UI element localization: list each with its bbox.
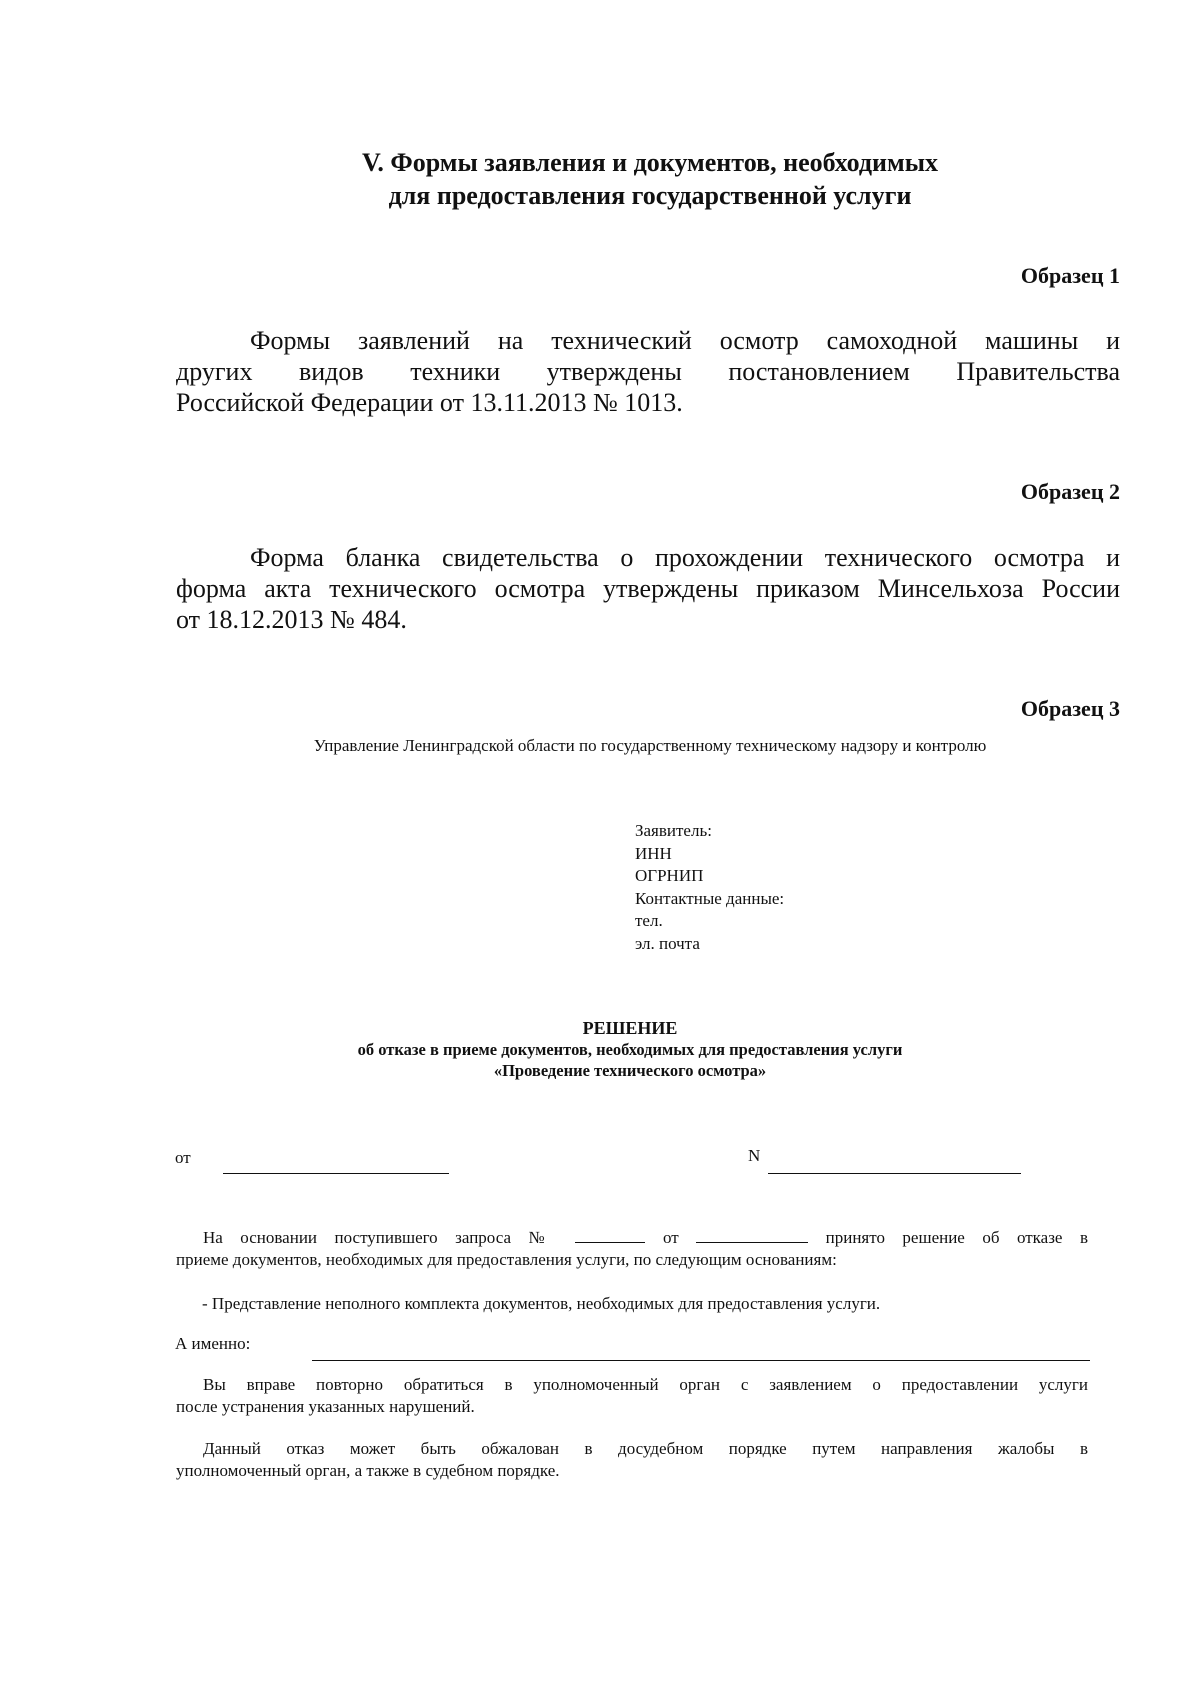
reapply-paragraph [176,1374,1088,1418]
section-heading [0,146,1200,212]
decision-title: РЕШЕНИЕ [582,1018,678,1038]
applicant-block [635,820,784,955]
paragraph-line: от 18.12.2013 № 484. [176,605,407,634]
sample-2-label: Образец 2 [1020,479,1120,504]
paragraph-line: Формы заявлений на технический осмотр самоходной машины и [250,326,1120,355]
appeal-paragraph [176,1438,1088,1482]
date-blank-line [223,1173,449,1174]
paragraph-line: Данный отказ может быть обжалован в досудебном порядке путем направления жалобы в [203,1439,1088,1458]
namely-label: А именно: [175,1334,251,1353]
email-label: эл. почта [635,933,700,953]
namely-blank-line [312,1360,1090,1361]
request-date-blank [696,1241,808,1243]
contacts-label: Контактные данные: [635,888,785,908]
refusal-reason: - Представление неполного комплекта документов, необходимых для предоставления услуги. [202,1294,881,1313]
request-number-blank [575,1241,645,1243]
applicant-label: Заявитель: [635,821,712,840]
sample-1-label: Образец 1 [1020,263,1120,288]
section-heading-line-1: V. Формы заявления и документов, необходимых [361,148,939,177]
paragraph-line: Вы вправе повторно обратиться в уполномоченный орган с заявлением о предоставлении услуги [203,1375,1088,1394]
decision-subtitle-1: об отказе в приеме документов, необходимых для предоставления услуги [357,1040,903,1059]
ogrnip-label: ОГРНИП [635,866,704,885]
basis-text-c: принято решение об отказе в [825,1228,1088,1247]
decision-subtitle-2: «Проведение технического осмотра» [493,1061,767,1080]
paragraph-line: других видов техники утверждены постановлением Правительства [176,357,1120,386]
decision-heading [0,1017,1200,1081]
paragraph-line: уполномоченный орган, а также в судебном порядке. [176,1461,560,1480]
paragraph-line: после устранения указанных нарушений. [176,1397,475,1416]
paragraph-line: Форма бланка свидетельства о прохождении технического осмотра и [250,543,1120,572]
sample-3-label: Образец 3 [1020,696,1120,721]
basis-text-a: На основании поступившего запроса № [203,1228,558,1247]
basis-line-1 [176,1227,1088,1249]
inn-label: ИНН [635,843,672,863]
date-label: от [175,1148,191,1167]
basis-paragraph [176,1227,1088,1271]
sample-2-paragraph [176,542,1120,635]
paragraph-line: Российской Федерации от 13.11.2013 № 1013. [176,388,683,417]
number-blank-line [768,1173,1021,1174]
sample-1-paragraph [176,325,1120,418]
number-label: N [748,1146,761,1165]
basis-line-2: приеме документов, необходимых для предоставления услуги, по следующим основаниям: [176,1250,837,1269]
section-heading-line-2: для предоставления государственной услуги [388,181,912,210]
paragraph-line: форма акта технического осмотра утверждены приказом Минсельхоза России [176,574,1120,603]
basis-text-b: от [662,1228,679,1247]
agency-name: Управление Ленинградской области по государственному техническому надзору и контролю [313,736,987,755]
phone-label: тел. [635,911,663,930]
